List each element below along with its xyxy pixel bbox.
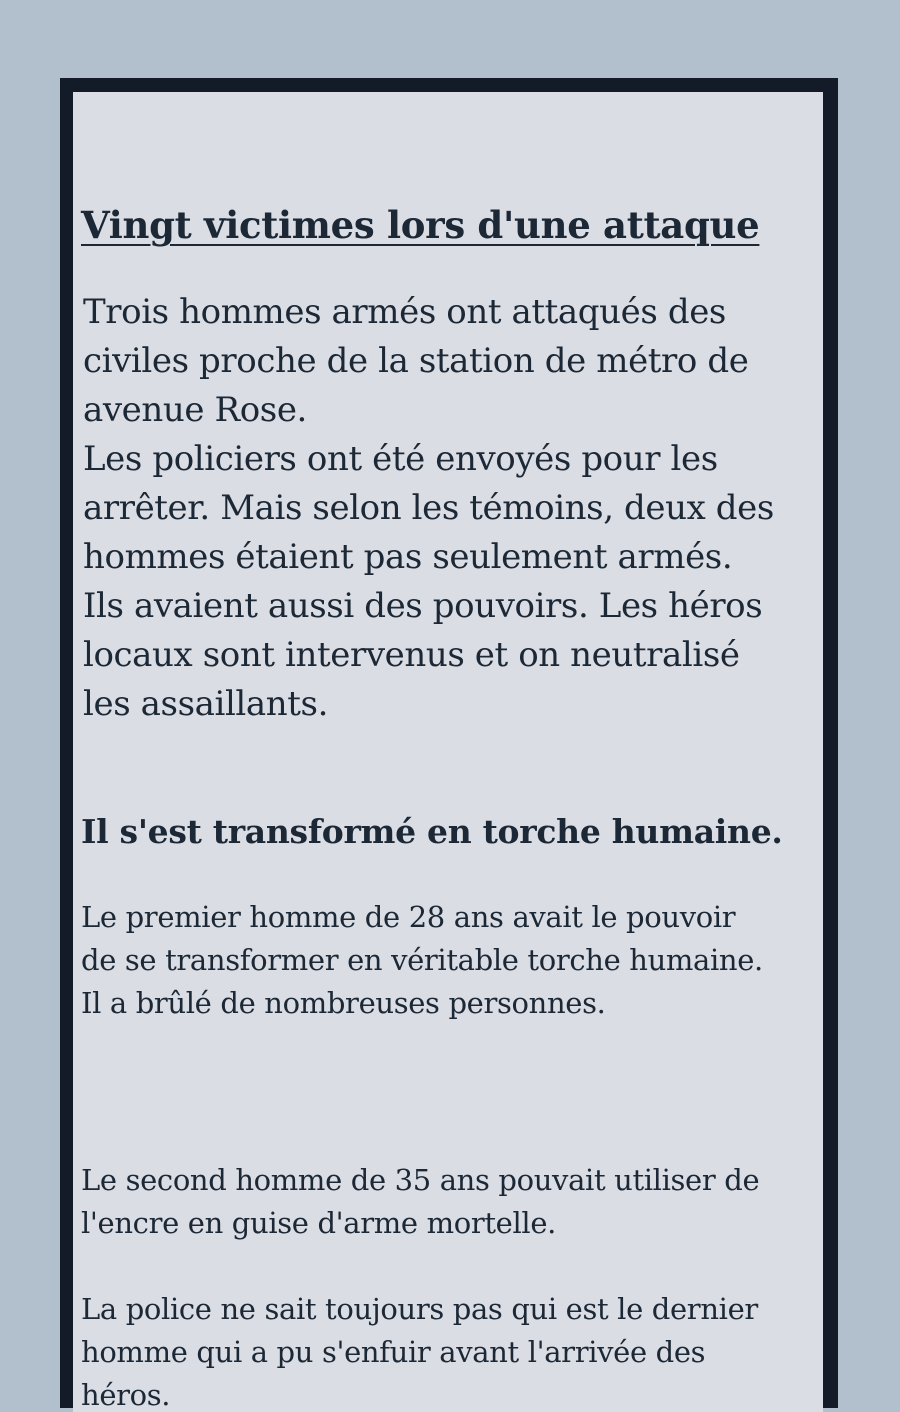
article-lead-paragraph: Trois hommes armés ont attaqués des civiles proche de la station de métro de avenue Rose. Les policiers ont été envoyés pour les arrêter. Mais selon les témoins, deux des hommes étaient pas seulement armés. Ils avaient aussi des pouvoirs. Les héros locaux sont intervenus et on neutralisé les assaillants.: [83, 292, 774, 724]
article-paragraph: La police ne sait toujours pas qui est le dernier homme qui a pu s'enfuir avant l'arrivée des héros.: [81, 1292, 758, 1412]
article-subheading: Il s'est transformé en torche humaine.: [81, 812, 783, 851]
article-frame: [60, 78, 838, 1412]
article-page: [73, 92, 823, 1412]
article-headline: Vingt victimes lors d'une attaque: [81, 203, 760, 247]
article-paragraph: Le second homme de 35 ans pouvait utiliser de l'encre en guise d'arme mortelle.: [81, 1163, 760, 1240]
article-paragraph: Le premier homme de 28 ans avait le pouvoir de se transformer en véritable torche humaine. Il a brûlé de nombreuses personnes.: [81, 900, 763, 1020]
